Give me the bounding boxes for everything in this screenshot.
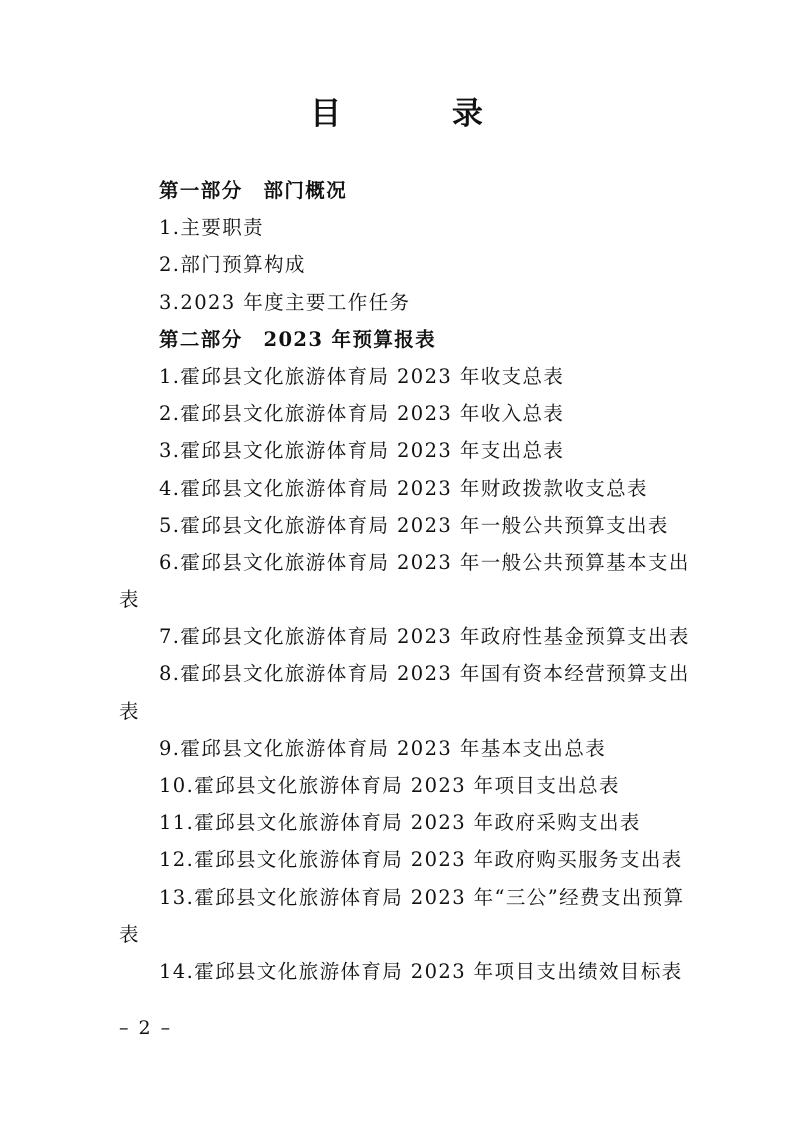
toc-item-continuation: 表 <box>119 588 140 612</box>
page-number: – 2 – <box>119 1017 173 1039</box>
toc-item-continuation: 表 <box>119 922 140 946</box>
toc-item-continuation: 表 <box>119 699 140 723</box>
toc-item: 11.霍邱县文化旅游体育局 2023 年政府采购支出表 <box>159 811 641 835</box>
table-of-contents <box>0 172 793 990</box>
toc-item: 8.霍邱县文化旅游体育局 2023 年国有资本经营预算支出 <box>159 662 690 686</box>
toc-item: 12.霍邱县文化旅游体育局 2023 年政府购买服务支出表 <box>159 848 683 872</box>
page-title: 目 录 <box>310 96 533 132</box>
toc-section-heading: 第二部分 2023 年预算报表 <box>159 327 437 351</box>
toc-item: 9.霍邱县文化旅游体育局 2023 年基本支出总表 <box>159 736 607 760</box>
toc-item: 2.部门预算构成 <box>159 253 306 277</box>
toc-item: 14.霍邱县文化旅游体育局 2023 年项目支出绩效目标表 <box>159 959 683 983</box>
toc-item: 1.霍邱县文化旅游体育局 2023 年收支总表 <box>159 364 565 388</box>
toc-item: 3.2023 年度主要工作任务 <box>159 290 411 314</box>
toc-item: 6.霍邱县文化旅游体育局 2023 年一般公共预算基本支出 <box>159 550 690 574</box>
toc-item: 10.霍邱县文化旅游体育局 2023 年项目支出总表 <box>159 774 620 797</box>
toc-item: 1.主要职责 <box>159 216 265 240</box>
toc-item: 7.霍邱县文化旅游体育局 2023 年政府性基金预算支出表 <box>159 625 690 649</box>
toc-item: 4.霍邱县文化旅游体育局 2023 年财政拨款收支总表 <box>159 476 648 500</box>
toc-item: 13.霍邱县文化旅游体育局 2023 年“三公”经费支出预算 <box>159 885 685 909</box>
toc-item: 2.霍邱县文化旅游体育局 2023 年收入总表 <box>159 402 565 426</box>
toc-item: 3.霍邱县文化旅游体育局 2023 年支出总表 <box>159 439 565 463</box>
toc-item: 5.霍邱县文化旅游体育局 2023 年一般公共预算支出表 <box>159 513 669 537</box>
toc-section-heading: 第一部分 部门概况 <box>159 179 348 202</box>
